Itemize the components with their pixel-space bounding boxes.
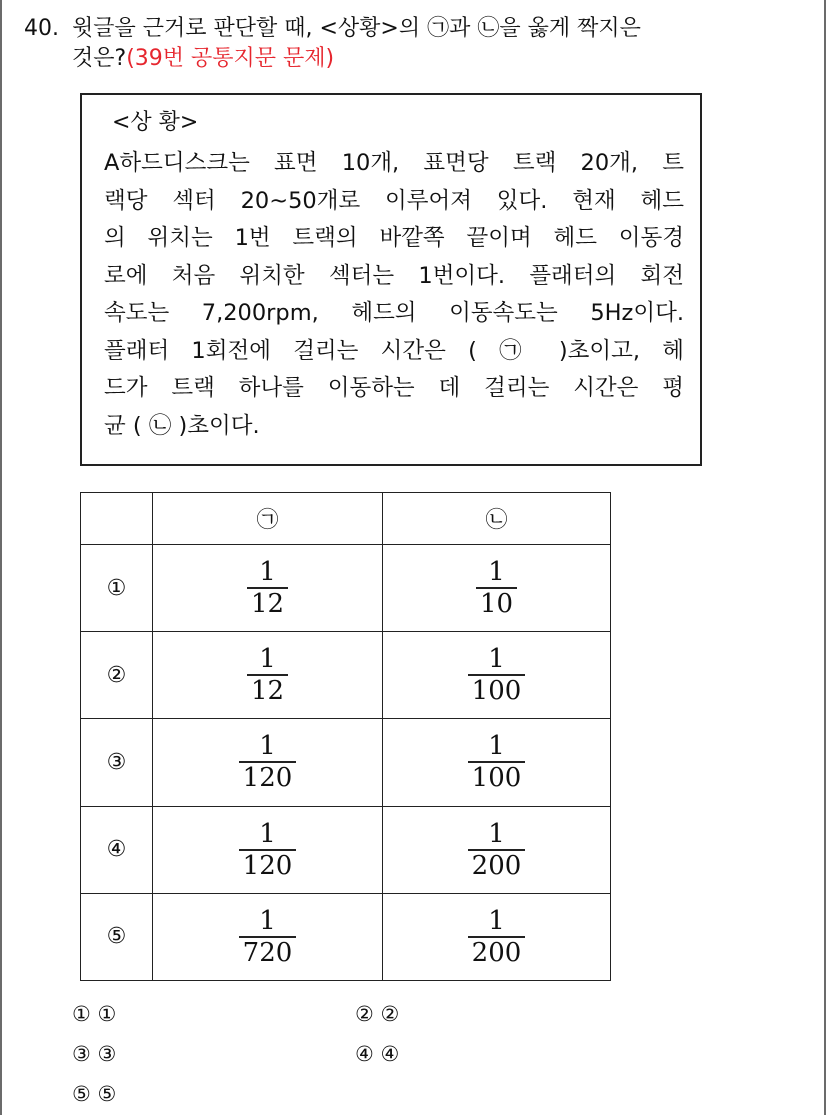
- cell-b: [383, 545, 611, 632]
- fraction-denominator: 720: [239, 936, 297, 968]
- question-number: 40.: [24, 16, 59, 41]
- cell-b: [383, 632, 611, 719]
- cell-b: [383, 719, 611, 806]
- fraction-denominator: 120: [239, 849, 297, 881]
- situation-body: [104, 145, 684, 445]
- table-row: [81, 545, 611, 632]
- cell-b: [383, 806, 611, 893]
- row-marker: ④: [81, 806, 153, 893]
- fraction: [468, 731, 526, 793]
- situation-box: [80, 93, 702, 466]
- fraction-numerator: 1: [488, 557, 505, 588]
- cell-a: [153, 632, 383, 719]
- fraction: [476, 557, 517, 619]
- fraction-denominator: 10: [476, 587, 517, 619]
- cell-a: [153, 545, 383, 632]
- situation-line: A하드디스크는 표면 10개, 표면당 트랙 20개, 트: [104, 150, 684, 176]
- options-table: [80, 492, 611, 981]
- answer-choice-5[interactable]: ⑤ ⑤: [72, 1082, 117, 1106]
- table-row: [81, 719, 611, 806]
- fraction: [247, 557, 288, 619]
- fraction-denominator: 100: [468, 761, 526, 793]
- fraction: [239, 819, 297, 881]
- table-row: [81, 893, 611, 980]
- table-header-row: [81, 493, 611, 545]
- question-text-line2: [72, 44, 334, 74]
- fraction-numerator: 1: [488, 731, 505, 762]
- answer-choice-1[interactable]: ① ①: [72, 1002, 117, 1026]
- fraction-numerator: 1: [259, 644, 276, 675]
- table-row: [81, 632, 611, 719]
- fraction: [247, 644, 288, 706]
- situation-title: <상 황>: [112, 110, 199, 135]
- cell-a: [153, 893, 383, 980]
- table-header-b: ㉡: [383, 493, 611, 545]
- fraction-denominator: 12: [247, 587, 288, 619]
- situation-line: 로에 처음 위치한 섹터는 1번이다. 플래터의 회전: [104, 262, 684, 289]
- cell-b: [383, 893, 611, 980]
- row-marker: ①: [81, 545, 153, 632]
- cell-a: [153, 806, 383, 893]
- situation-line: 균 ( ㉡ )초이다.: [104, 412, 260, 439]
- situation-line: 랙당 섹터 20~50개로 이루어져 있다. 현재 헤드: [104, 187, 684, 214]
- cell-a: [153, 719, 383, 806]
- question-header: [24, 14, 641, 44]
- fraction: [239, 906, 297, 968]
- fraction-denominator: 200: [468, 849, 526, 881]
- fraction-denominator: 200: [468, 936, 526, 968]
- row-marker: ③: [81, 719, 153, 806]
- fraction-denominator: 100: [468, 674, 526, 706]
- table-row: [81, 806, 611, 893]
- situation-line: 플래터 1회전에 걸리는 시간은 ( ㉠ )초이고, 헤: [104, 337, 684, 364]
- answer-choice-2[interactable]: ② ②: [355, 1002, 400, 1026]
- situation-line: 드가 트랙 하나를 이동하는 데 걸리는 시간은 평: [104, 375, 684, 401]
- answer-choice-4[interactable]: ④ ④: [355, 1042, 400, 1066]
- fraction: [468, 644, 526, 706]
- table-header-a: ㉠: [153, 493, 383, 545]
- fraction-numerator: 1: [488, 644, 505, 675]
- fraction-numerator: 1: [488, 905, 505, 936]
- question-note-red: (39번 공통지문 문제): [126, 46, 335, 71]
- page-border-left: [0, 0, 2, 1115]
- fraction-numerator: 1: [488, 818, 505, 849]
- situation-line: 속도는 7,200rpm, 헤드의 이동속도는 5Hz이다.: [104, 300, 684, 326]
- fraction-numerator: 1: [259, 557, 276, 588]
- fraction-denominator: 12: [247, 674, 288, 706]
- fraction: [239, 731, 297, 793]
- question-text-line2-black: 것은?: [72, 46, 127, 71]
- fraction-numerator: 1: [259, 905, 276, 936]
- situation-line: 의 위치는 1번 트랙의 바깥쪽 끝이며 헤드 이동경: [104, 225, 684, 251]
- row-marker: ⑤: [81, 893, 153, 980]
- fraction-numerator: 1: [259, 818, 276, 849]
- fraction: [468, 819, 526, 881]
- table-header-empty: [81, 493, 153, 545]
- fraction-numerator: 1: [259, 731, 276, 762]
- fraction-denominator: 120: [239, 761, 297, 793]
- row-marker: ②: [81, 632, 153, 719]
- question-text-line1: 윗글을 근거로 판단할 때, <상황>의 ㉠과 ㉡을 옳게 짝지은: [72, 16, 641, 41]
- fraction: [468, 906, 526, 968]
- answer-choice-3[interactable]: ③ ③: [72, 1042, 117, 1066]
